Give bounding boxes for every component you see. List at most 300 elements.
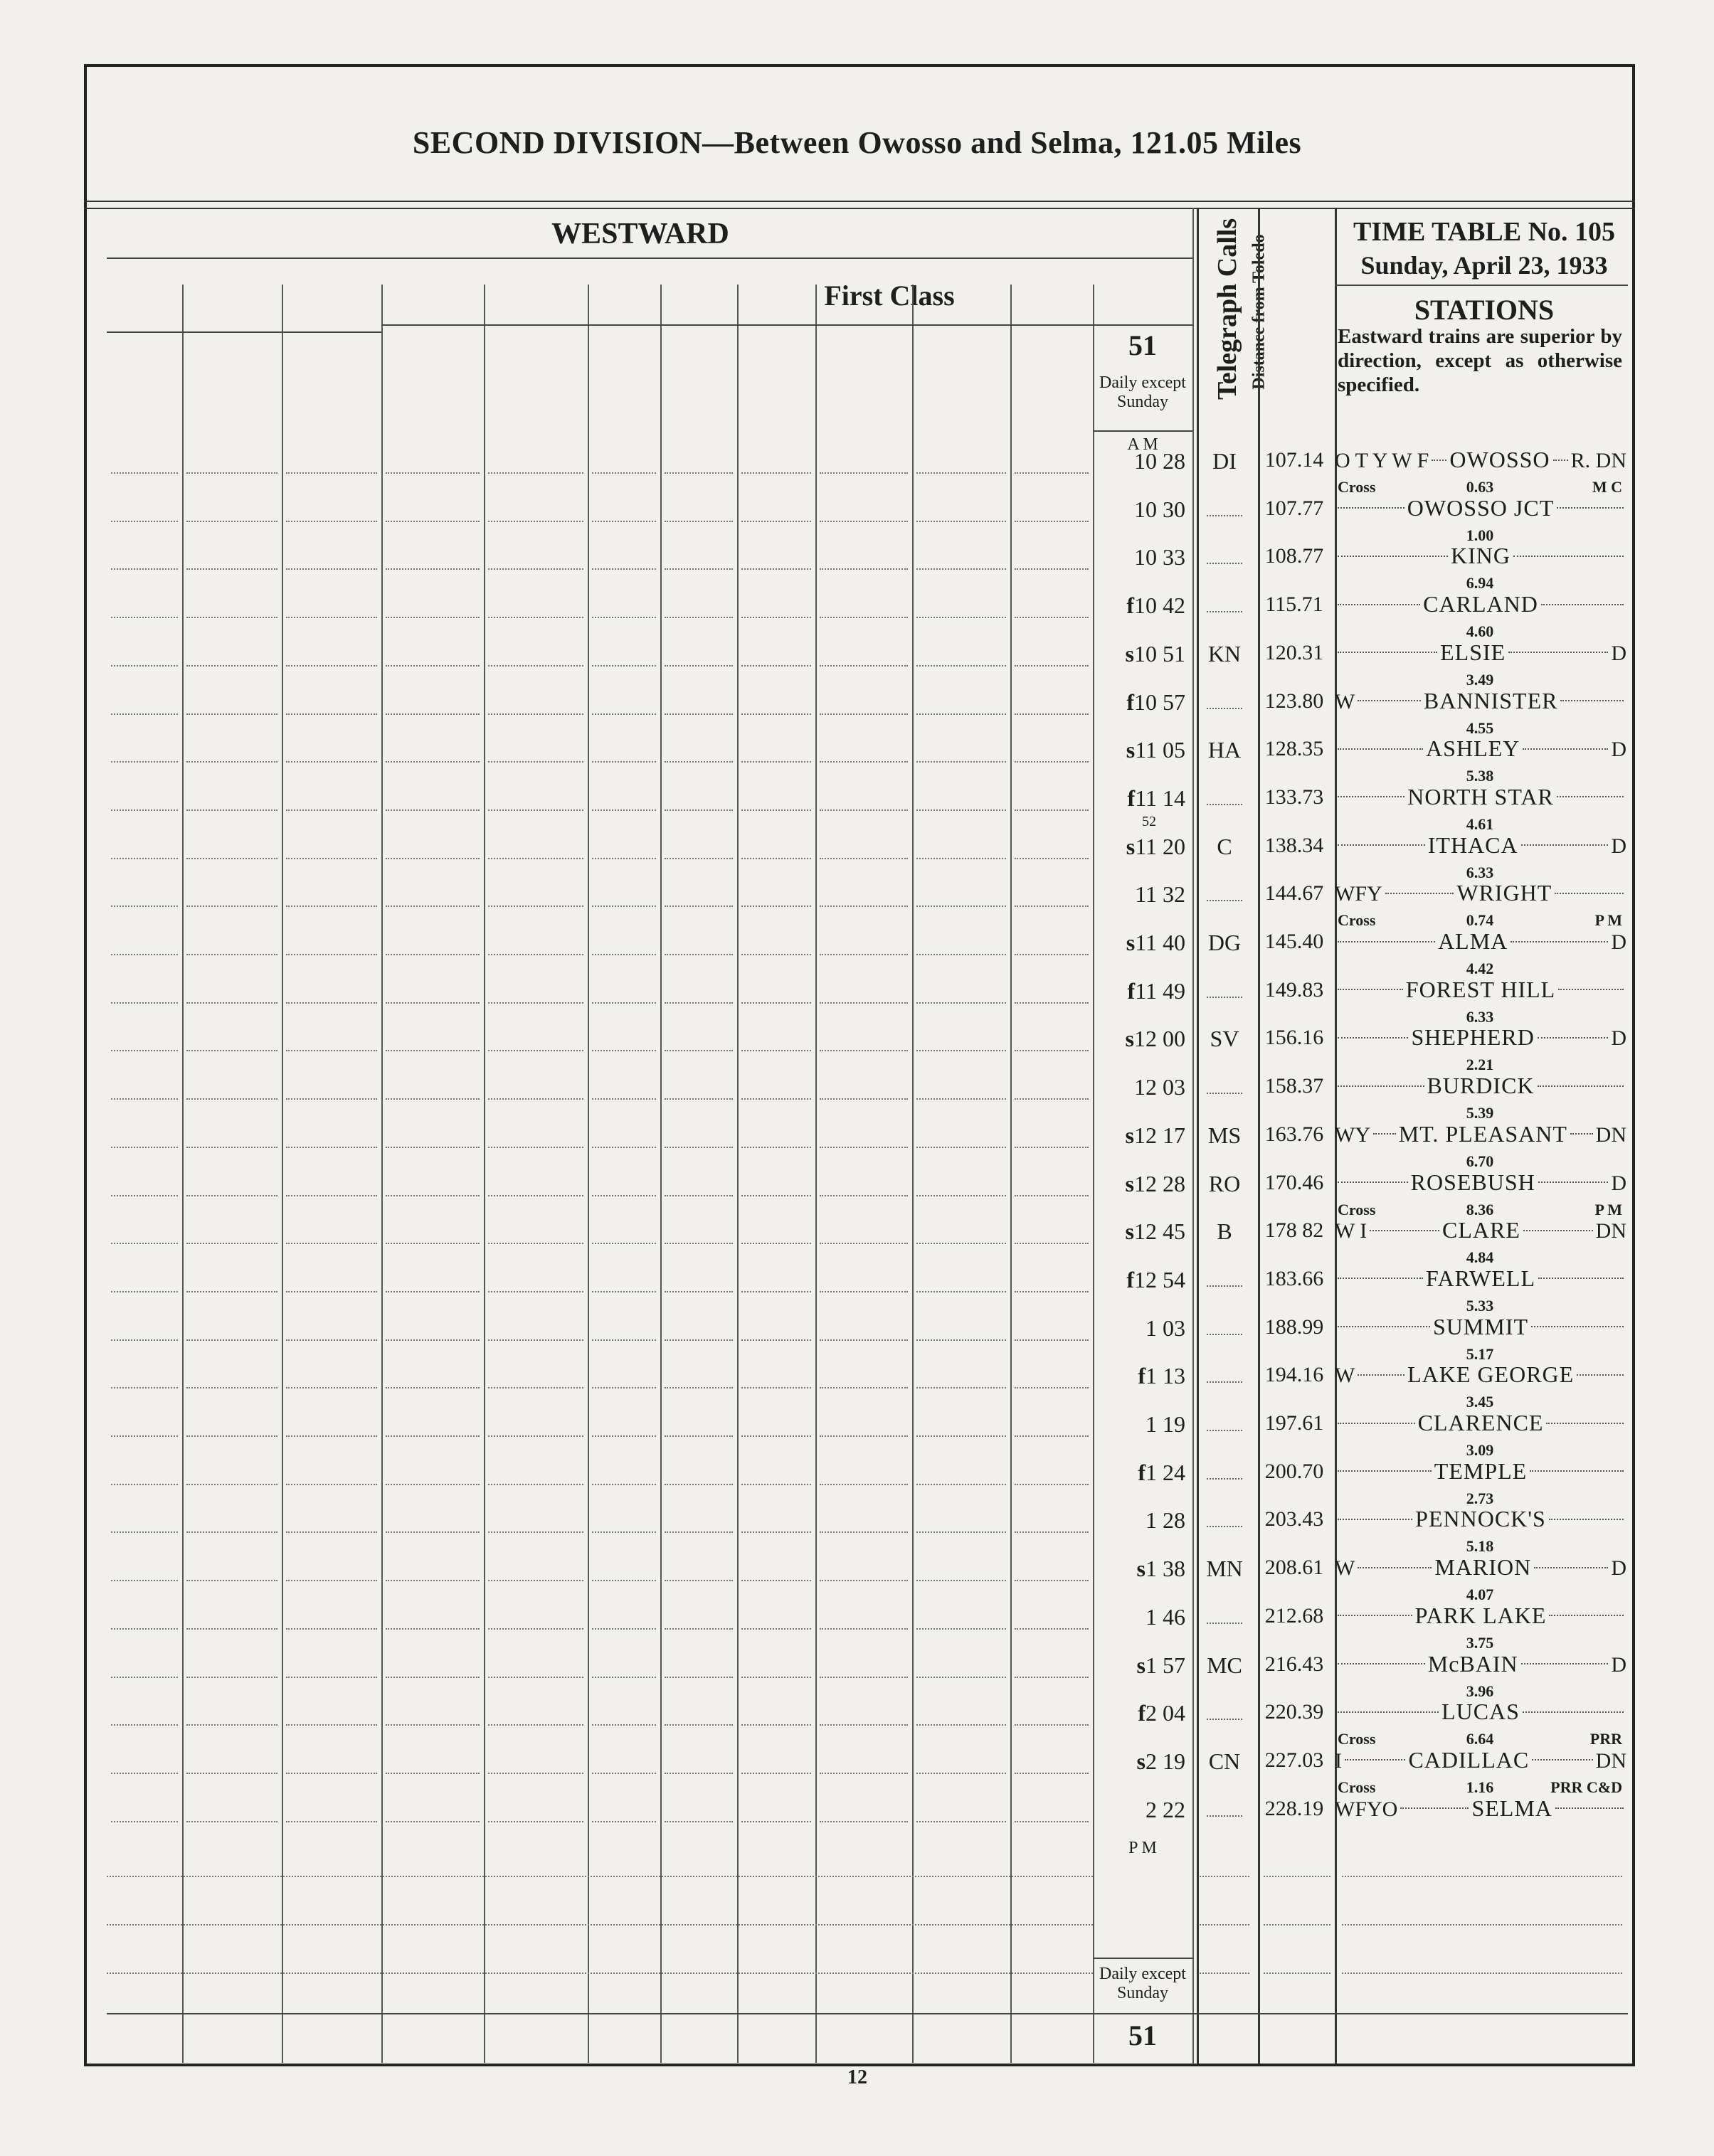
blank-cell-guide: [111, 617, 178, 618]
blank-cell-guide: [916, 1291, 1006, 1292]
table-row: [0, 971, 1714, 1026]
blank-cell-guide: [286, 906, 377, 907]
station-entry: [1335, 1458, 1626, 1485]
blank-cell-guide: [820, 1821, 908, 1822]
stop-flag: f: [1138, 1459, 1146, 1485]
blank-cell-guide: [488, 1147, 583, 1148]
table-row: [0, 874, 1714, 930]
blank-cell-guide: [820, 1195, 908, 1196]
telegraph-call: [1207, 785, 1242, 805]
time-value: 11 05: [1135, 737, 1185, 763]
blank-cell-guide: [820, 1387, 908, 1388]
blank-cell-guide: [592, 665, 656, 667]
blank-cell-guide: [111, 1195, 178, 1196]
station-suffix: DN: [1595, 1219, 1626, 1243]
table-row: [0, 1790, 1714, 1837]
station-leader: [1358, 1567, 1432, 1568]
blank-cell-guide: [286, 1243, 377, 1244]
station-name: McBAIN: [1427, 1650, 1518, 1677]
distance-from-toledo: 178 82: [1264, 1218, 1324, 1243]
header-rule: [84, 201, 1635, 202]
distance-from-toledo: 138.34: [1264, 833, 1324, 857]
blank-cell-guide: [488, 713, 583, 715]
blank-cell-guide: [488, 665, 583, 667]
table-row: [0, 537, 1714, 593]
blank-cell-guide: [1015, 1339, 1089, 1341]
header-rule: [84, 208, 1635, 209]
blank-cell-guide: [286, 761, 377, 763]
arrival-time: [1096, 1218, 1185, 1245]
blank-cell-guide: [386, 1098, 480, 1100]
segment-distance: 0.74: [1466, 911, 1494, 930]
blank-cell-guide: [286, 1050, 377, 1051]
station-entry: [1335, 1506, 1626, 1532]
blank-cell-guide: [916, 1435, 1006, 1437]
blank-cell-guide: [820, 617, 908, 618]
blank-cell-guide: [286, 568, 377, 570]
blank-cell-guide: [286, 521, 377, 522]
station-name: ALMA: [1438, 928, 1508, 954]
segment-distance: 1.00: [1466, 526, 1494, 544]
blank-cell-guide: [916, 521, 1006, 522]
blank-cell-guide: [916, 1677, 1006, 1678]
segment-distance: 3.45: [1466, 1393, 1494, 1411]
blank-cell-guide: [111, 1531, 178, 1533]
station-prefix: W: [1335, 1364, 1355, 1388]
stop-flag: f: [1127, 977, 1136, 1004]
stop-flag: s: [1126, 833, 1136, 859]
blank-cell-guide: [386, 858, 480, 859]
time-value: 10 57: [1134, 689, 1185, 715]
footer-rule: [107, 2013, 1628, 2014]
station-entry: [1335, 1121, 1626, 1147]
station-entry: [1335, 1410, 1626, 1436]
train-number-bottom: 51: [1128, 2019, 1157, 2051]
stop-flag: s: [1136, 1748, 1146, 1774]
table-row: [0, 634, 1714, 689]
station-leader: [1338, 1663, 1425, 1664]
blank-cell-guide: [186, 1531, 277, 1533]
meet-train-number: 52: [1142, 813, 1156, 829]
blank-cell-guide: [1200, 1924, 1249, 1926]
blank-cell-guide: [386, 713, 480, 715]
station-name: MARION: [1434, 1554, 1532, 1581]
arrival-time: [1096, 785, 1185, 812]
blank-cell-guide: [1015, 1773, 1089, 1774]
telegraph-call: DI: [1212, 448, 1237, 474]
segment-distance: 3.96: [1466, 1682, 1494, 1700]
arrival-time: [1096, 1026, 1185, 1052]
blank-cell-guide: [186, 954, 277, 955]
blank-cell-guide: [286, 665, 377, 667]
distance-from-toledo: 107.14: [1264, 448, 1324, 472]
station-leader: [1338, 652, 1437, 653]
blank-cell-guide: [386, 1050, 480, 1051]
blank-cell-guide: [820, 1628, 908, 1630]
table-row: [0, 923, 1714, 977]
table-row: [0, 1645, 1714, 1700]
stations-header: STATIONS: [1414, 294, 1555, 326]
time-value: 2 22: [1146, 1796, 1185, 1822]
blank-cell-guide: [488, 617, 583, 618]
blank-cell-guide: [286, 1147, 377, 1148]
blank-cell-guide: [665, 1050, 733, 1051]
blank-cell-guide: [916, 568, 1006, 570]
blank-cell-guide: [916, 1387, 1006, 1388]
blank-cell-guide: [592, 1243, 656, 1244]
blank-cell-guide: [386, 1147, 480, 1148]
blank-cell-guide: [186, 1677, 277, 1678]
blank-cell-guide: [916, 906, 1006, 907]
segment-distance: 4.60: [1466, 622, 1494, 641]
time-value: 10 42: [1134, 593, 1185, 619]
blank-cell-guide: [741, 1339, 811, 1341]
blank-cell-guide: [665, 1531, 733, 1533]
blank-cell-guide: [186, 1339, 277, 1341]
blank-cell-guide: [741, 1387, 811, 1388]
blank-cell-guide: [286, 1387, 377, 1388]
schedule-days-bottom: Daily except Sunday: [1099, 1965, 1186, 2002]
distance-from-toledo: 220.39: [1264, 1700, 1324, 1724]
distance-from-toledo: 188.99: [1264, 1315, 1324, 1339]
blank-cell-guide: [286, 1435, 377, 1437]
blank-cell-guide: [916, 1050, 1006, 1051]
blank-cell-guide: [111, 1724, 178, 1726]
station-entry: [1335, 591, 1626, 617]
blank-cell-guide: [592, 1339, 656, 1341]
blank-cell-guide: [1264, 1972, 1331, 1974]
crossing-railroad: PRR: [1589, 1730, 1622, 1748]
blank-cell-guide: [186, 1002, 277, 1004]
blank-cell-guide: [1015, 1724, 1089, 1726]
blank-cell-guide: [665, 1724, 733, 1726]
blank-cell-guide: [592, 1628, 656, 1630]
blank-cell-guide: [1015, 1821, 1089, 1822]
arrival-time: [1096, 544, 1185, 570]
segment-distance: 6.70: [1466, 1152, 1494, 1170]
distance-from-toledo: 194.16: [1264, 1363, 1324, 1387]
blank-cell-guide: [386, 1195, 480, 1196]
blank-cell-guide: [820, 1339, 908, 1341]
station-entry: [1335, 543, 1626, 569]
blank-cell-guide: [1015, 1098, 1089, 1100]
blank-cell-guide: [186, 1580, 277, 1581]
blank-cell-guide: [386, 617, 480, 618]
blank-cell-guide: [916, 617, 1006, 618]
station-prefix: I: [1335, 1748, 1342, 1773]
segment-distance: 4.07: [1466, 1586, 1494, 1604]
station-leader: [1338, 1711, 1439, 1713]
station-leader: [1338, 796, 1404, 797]
time-value: 1 38: [1146, 1556, 1185, 1582]
blank-cell-guide: [186, 1098, 277, 1100]
arrival-time: [1096, 1797, 1185, 1823]
blank-cell-guide: [286, 858, 377, 859]
crossing-label: Cross: [1338, 1200, 1376, 1218]
station-entry: [1335, 832, 1626, 859]
distance-from-toledo: 149.83: [1264, 977, 1324, 1002]
page-title: SECOND DIVISION—Between Owosso and Selma, 121.05 Miles: [412, 125, 1302, 160]
blank-cell-guide: [386, 1002, 480, 1004]
blank-cell-guide: [488, 1387, 583, 1388]
blank-cell-guide: [820, 1773, 908, 1774]
blank-cell-guide: [1015, 472, 1089, 474]
telegraph-call: [1207, 1267, 1242, 1287]
station-entry: [1335, 1361, 1626, 1388]
stop-flag: s: [1136, 1556, 1146, 1582]
station-entry: [1335, 1169, 1626, 1196]
station-name: LUCAS: [1441, 1699, 1520, 1725]
blank-cell-guide: [111, 1147, 178, 1148]
telegraph-call: MN: [1206, 1556, 1243, 1582]
table-row: [0, 1597, 1714, 1652]
time-value: 1 19: [1146, 1411, 1185, 1437]
blank-cell-guide: [592, 1050, 656, 1051]
blank-cell-guide: [186, 1050, 277, 1051]
telegraph-call: [1207, 496, 1242, 516]
telegraph-call: SV: [1210, 1026, 1239, 1052]
blank-cell-guide: [286, 954, 377, 955]
arrival-time: [1096, 1171, 1185, 1197]
stop-flag: f: [1126, 1266, 1134, 1292]
station-name: ROSEBUSH: [1410, 1169, 1535, 1195]
blank-cell-guide: [111, 1773, 178, 1774]
blank-cell-guide: [111, 1243, 178, 1244]
station-entry: [1335, 1651, 1626, 1677]
blank-cell-guide: [665, 1773, 733, 1774]
segment-distance: 6.64: [1466, 1730, 1494, 1748]
station-name: ELSIE: [1440, 639, 1506, 665]
stop-flag: s: [1125, 1122, 1134, 1148]
blank-cell-guide: [592, 1821, 656, 1822]
table-row: [0, 1453, 1714, 1507]
blank-cell-guide: [488, 1339, 583, 1341]
blank-cell-guide: [665, 1580, 733, 1581]
blank-cell-guide: [916, 954, 1006, 955]
blank-cell-guide: [820, 1291, 908, 1292]
blank-cell-guide: [1200, 1876, 1249, 1877]
blank-cell-guide: [186, 1724, 277, 1726]
blank-cell-guide: [1015, 1531, 1089, 1533]
blank-cell-guide: [186, 1435, 277, 1437]
blank-cell-guide: [186, 1484, 277, 1485]
crossing-label: Cross: [1338, 478, 1376, 496]
blank-cell-guide: [1200, 1972, 1249, 1974]
station-entry: [1335, 1554, 1626, 1581]
blank-cell-guide: [665, 1821, 733, 1822]
blank-cell-guide: [111, 1291, 178, 1292]
blank-cell-guide: [592, 1435, 656, 1437]
station-name: OWOSSO JCT: [1407, 494, 1555, 521]
distance-header: Distance from Toledo: [1249, 234, 1269, 390]
crossing-railroad: PRR C&D: [1550, 1778, 1622, 1796]
blank-cell-guide: [592, 1531, 656, 1533]
time-value: 12 28: [1134, 1170, 1185, 1196]
blank-cell-guide: [665, 1195, 733, 1196]
blank-cell-guide: [665, 809, 733, 811]
blank-cell-guide: [1342, 1876, 1622, 1877]
arrival-time: [1096, 1700, 1185, 1726]
blank-cell-guide: [1264, 1924, 1331, 1926]
blank-cell-guide: [820, 1580, 908, 1581]
blank-cell-guide: [386, 1435, 480, 1437]
station-leader: [1531, 1326, 1624, 1327]
station-entry: [1335, 784, 1626, 810]
station-name: PENNOCK'S: [1415, 1506, 1546, 1532]
segment-distance: 3.49: [1466, 670, 1494, 689]
time-value: 12 03: [1134, 1074, 1185, 1100]
blank-cell-guide: [488, 1195, 583, 1196]
station-suffix: D: [1611, 1652, 1627, 1677]
distance-from-toledo: 216.43: [1264, 1652, 1324, 1676]
time-value: 1 46: [1146, 1603, 1185, 1630]
blank-cell-guide: [916, 1243, 1006, 1244]
blank-cell-guide: [665, 761, 733, 763]
station-leader: [1521, 844, 1609, 846]
blank-cell-guide: [386, 1387, 480, 1388]
blank-cell-guide: [592, 568, 656, 570]
crossing-label: Cross: [1338, 1730, 1376, 1748]
blank-cell-guide: [286, 1531, 377, 1533]
segment-distance: 6.33: [1466, 1007, 1494, 1026]
blank-cell-guide: [665, 1002, 733, 1004]
blank-cell-guide: [1015, 568, 1089, 570]
station-name: SHEPHERD: [1411, 1024, 1535, 1051]
telegraph-call: [1207, 881, 1242, 901]
blank-cell-guide: [665, 617, 733, 618]
blank-cell-guide: [111, 1435, 178, 1437]
table-row-blank: [0, 1941, 1714, 1989]
table-row: [0, 1019, 1714, 1074]
blank-cell-guide: [386, 1724, 480, 1726]
blank-cell-guide: [488, 1531, 583, 1533]
blank-cell-guide: [386, 1773, 480, 1774]
station-suffix: D: [1611, 641, 1627, 665]
arrival-time: [1096, 448, 1185, 474]
blank-cell-guide: [488, 1628, 583, 1630]
station-leader: [1511, 941, 1608, 942]
time-value: 11 14: [1135, 785, 1185, 811]
blank-cell-guide: [665, 1484, 733, 1485]
blank-cell-guide: [488, 1484, 583, 1485]
arrival-time: [1096, 1604, 1185, 1630]
station-leader: [1558, 989, 1624, 990]
blank-cell-guide: [488, 858, 583, 859]
station-entry: [1335, 928, 1626, 955]
blank-cell-guide: [386, 1339, 480, 1341]
blank-cell-guide: [741, 1098, 811, 1100]
station-leader: [1538, 1278, 1624, 1279]
stop-flag: s: [1125, 640, 1134, 667]
blank-cell-guide: [665, 1243, 733, 1244]
blank-cell-guide: [916, 1195, 1006, 1196]
blank-cell-guide: [111, 1098, 178, 1100]
time-value: 10 30: [1134, 496, 1185, 522]
distance-from-toledo: 128.35: [1264, 737, 1324, 761]
blank-cell-guide: [186, 1821, 277, 1822]
telegraph-call: CN: [1208, 1748, 1241, 1774]
telegraph-call: [1207, 1363, 1242, 1383]
station-leader: [1555, 1807, 1624, 1809]
station-name: CLARE: [1442, 1217, 1520, 1243]
station-suffix: D: [1611, 1171, 1627, 1195]
blank-cell-guide: [592, 1484, 656, 1485]
station-suffix: D: [1611, 834, 1627, 858]
blank-cell-guide: [1015, 906, 1089, 907]
distance-from-toledo: 212.68: [1264, 1603, 1324, 1627]
time-value: 1 13: [1146, 1363, 1185, 1389]
arrival-time: [1096, 1122, 1185, 1149]
blank-cell-guide: [916, 713, 1006, 715]
station-entry: [1335, 1314, 1626, 1340]
time-value: 12 17: [1134, 1122, 1185, 1148]
blank-cell-guide: [592, 472, 656, 474]
station-leader: [1338, 1519, 1412, 1520]
telegraph-call: KN: [1207, 640, 1242, 667]
station-name: OWOSSO: [1449, 447, 1550, 472]
blank-cell-guide: [488, 1098, 583, 1100]
telegraph-call: [1207, 978, 1242, 998]
station-prefix: W: [1335, 689, 1355, 713]
blank-cell-guide: [820, 761, 908, 763]
station-entry: [1335, 736, 1626, 762]
stop-flag: f: [1138, 1700, 1146, 1726]
blank-cell-guide: [186, 906, 277, 907]
direction-heading: WESTWARD: [551, 218, 729, 250]
blank-cell-guide: [1015, 1484, 1089, 1485]
table-row: [0, 1500, 1714, 1556]
blank-cell-guide: [820, 1243, 908, 1244]
table-row: [0, 1260, 1714, 1315]
station-suffix: DN: [1595, 1122, 1627, 1147]
station-name: KING: [1451, 543, 1511, 569]
table-row: [0, 1115, 1714, 1170]
blank-cell-guide: [592, 1580, 656, 1581]
blank-cell-guide: [386, 1628, 480, 1630]
station-prefix: W I: [1335, 1219, 1368, 1243]
station-name: CADILLAC: [1408, 1746, 1530, 1773]
station-name: CLARENCE: [1417, 1410, 1544, 1435]
arrival-time: [1096, 978, 1185, 1004]
station-leader: [1546, 1423, 1624, 1424]
station-leader: [1338, 941, 1435, 942]
distance-from-toledo: 144.67: [1264, 881, 1324, 906]
telegraph-call: DG: [1207, 930, 1242, 955]
table-row: [0, 778, 1714, 833]
station-leader: [1385, 893, 1454, 894]
stop-flag: f: [1138, 1363, 1146, 1389]
stop-flag: f: [1127, 785, 1136, 811]
blank-cell-guide: [186, 1387, 277, 1388]
blank-cell-guide: [386, 1243, 480, 1244]
distance-from-toledo: 108.77: [1264, 544, 1324, 568]
blank-cell-guide: [488, 521, 583, 522]
station-prefix: WY: [1335, 1122, 1370, 1147]
blank-cell-guide: [1015, 1147, 1089, 1148]
arrival-time: [1096, 737, 1185, 763]
segment-distance: 1.16: [1466, 1778, 1494, 1796]
time-value: 10 33: [1134, 544, 1185, 570]
blank-cell-guide: [186, 665, 277, 667]
arrival-time: [1096, 881, 1185, 908]
blank-cell-guide: [111, 761, 178, 763]
time-value: 10 51: [1134, 640, 1185, 667]
blank-cell-guide: [386, 1677, 480, 1678]
blank-cell-guide: [741, 521, 811, 522]
arrival-time: [1096, 1556, 1185, 1582]
blank-cell-guide: [186, 858, 277, 859]
station-entry: [1335, 1747, 1626, 1773]
